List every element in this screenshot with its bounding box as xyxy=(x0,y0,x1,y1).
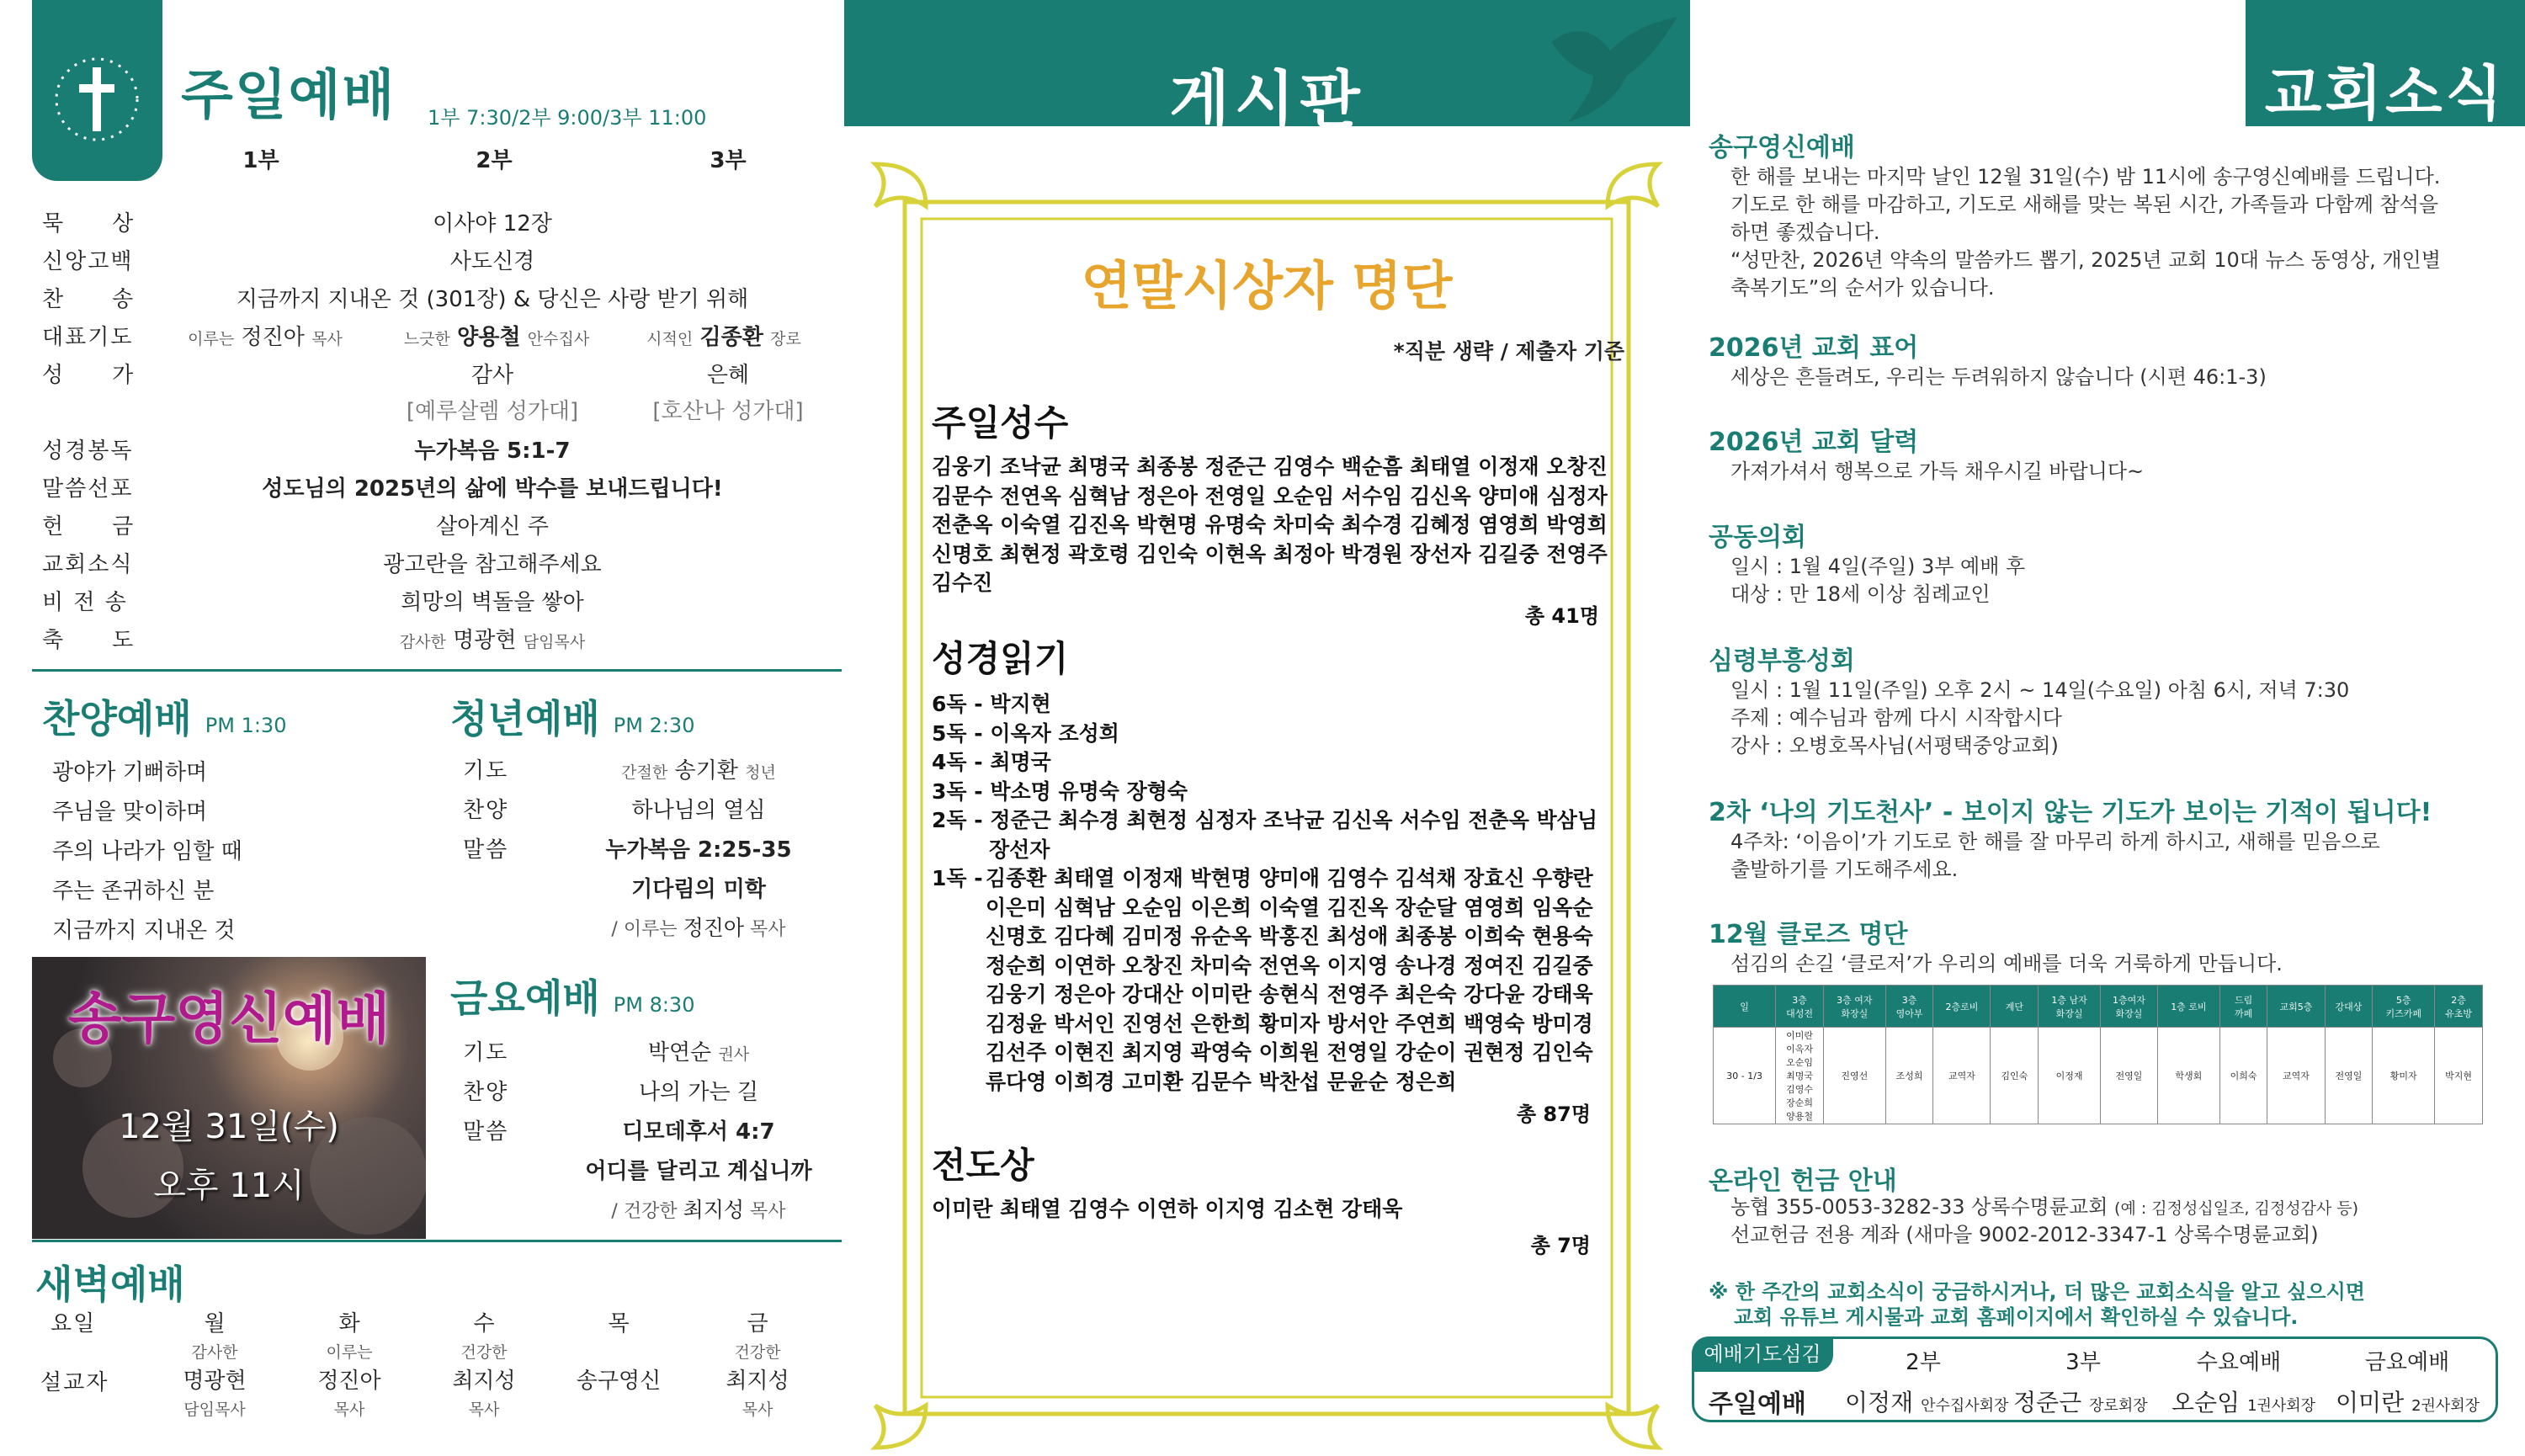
close-cell: 3층 대성전 xyxy=(1776,986,1824,1028)
friday-sermon: 어디를 달리고 계십니까 xyxy=(585,1159,812,1184)
order-value: 사도신경 xyxy=(449,249,535,274)
col-1: 1부 xyxy=(242,148,279,173)
song: 지금까지 지내온 것 xyxy=(52,918,236,943)
news-item xyxy=(1709,516,2025,608)
duty-row-label: 주일예배 xyxy=(1709,1390,1806,1419)
close-table-row xyxy=(1714,1028,2483,1124)
dawn-day: 월 xyxy=(204,1311,226,1336)
close-cell: 교역자 xyxy=(1933,1028,1991,1124)
close-cell: 1층 남자 화장실 xyxy=(2039,986,2101,1028)
dawn-preacher: 감사한 명광현 담임목사 xyxy=(183,1343,247,1419)
close-table xyxy=(1713,985,2483,1124)
praise-title: 찬양예배 PM 1:30 xyxy=(42,696,287,741)
notice: ※ 한 주간의 교회소식이 궁금하시거나, 더 많은 교회소식을 알고 싶으시면 교회 유튜브 게시물과 교회 홈페이지에서 확인하실 수 있습니다. xyxy=(1709,1280,2365,1329)
evan-list: 이미란 최태열 김영수 이연하 이지영 김소현 강태욱 xyxy=(932,1197,1403,1221)
read-heading: 성경읽기 xyxy=(932,638,1069,679)
duty-col: 3부 xyxy=(2065,1350,2101,1375)
duty-col: 금요예배 xyxy=(2364,1350,2450,1375)
dawn-preacher: 건강한 최지성 목사 xyxy=(452,1343,516,1419)
sunday-title: 주일예배 xyxy=(181,65,396,127)
news-item xyxy=(1709,421,2144,486)
sunday-times: 1부 7:30/2부 9:00/3부 11:00 xyxy=(428,106,707,130)
order-value: 지금까지 지내온 것 (301장) & 당신은 사랑 받기 위해 xyxy=(236,287,749,312)
close-table-head xyxy=(1714,986,2483,1028)
close-cell: 황미자 xyxy=(2373,1028,2435,1124)
news-item-body: 일시 : 1월 11일(주일) 오후 2시 ~ 14일(수요일) 아침 6시, 저녁 7:30 주제 : 예수님과 함께 다시 시작합시다 강사 : 오병호목사님(서평택중앙교회) xyxy=(1730,678,2350,757)
friday-preacher: / 건강한 최지성 목사 xyxy=(611,1198,786,1222)
news-item-title: 2026년 교회 달력 xyxy=(1709,428,1919,457)
prayer-3: 시적인 김종환 장로 xyxy=(646,325,801,350)
order-label: 찬 송 xyxy=(42,287,136,312)
news-item-title: 송구영신예배 xyxy=(1709,133,1855,162)
order-label: 축 도 xyxy=(42,628,136,653)
close-cell: 이미란 이옥자 오순임 최명국 김영수 장순희 양용철 xyxy=(1776,1028,1824,1124)
newyear-time: 오후 11시 xyxy=(153,1166,305,1205)
close-cell: 드림 까페 xyxy=(2219,986,2267,1028)
close-cell: 이희숙 xyxy=(2219,1028,2267,1124)
dawn-preacher: 송구영신 xyxy=(576,1368,662,1394)
award-note: *직분 생략 / 제출자 기준 xyxy=(1393,339,1624,364)
dawn-day: 금 xyxy=(747,1311,768,1336)
evan-heading: 전도상 xyxy=(932,1145,1034,1186)
youth-label: 기도 xyxy=(463,758,509,784)
newyear-title: 송구영신예배 xyxy=(67,986,391,1051)
col-3: 3부 xyxy=(710,148,747,173)
close-cell: 1층 로비 xyxy=(2158,986,2220,1028)
prayer-1: 이루는 정진아 목사 xyxy=(188,325,343,350)
friday-label: 찬양 xyxy=(463,1080,509,1105)
newyear-date: 12월 31일(수) xyxy=(119,1108,339,1146)
dawn-preacher: 건강한 최지성 목사 xyxy=(726,1343,789,1419)
news-item-body: 가져가셔서 행복으로 가득 채우시길 바랍니다~ xyxy=(1730,460,2145,483)
youth-value: 하나님의 열심 xyxy=(631,798,766,823)
dawn-day: 화 xyxy=(338,1311,360,1336)
news-item xyxy=(1709,791,2517,884)
read-total: 총 87명 xyxy=(1516,1103,1591,1126)
duty-person: 이정재 안수집사회장 xyxy=(1845,1389,2009,1416)
order-value: 광고란을 참고해주세요 xyxy=(383,552,602,577)
close-cell: 전영일 xyxy=(2100,1028,2157,1124)
order-label: 말씀선포 xyxy=(42,476,134,502)
news-item xyxy=(1709,327,2267,391)
order-label: 성 가 xyxy=(42,363,136,388)
friday-value: 나의 가는 길 xyxy=(638,1080,759,1105)
dawn-day: 수 xyxy=(473,1311,495,1336)
news-item xyxy=(1709,913,2283,978)
praise-songs xyxy=(52,753,242,951)
close-cell: 조성희 xyxy=(1885,1028,1933,1124)
order-label: 헌 금 xyxy=(42,514,136,539)
song: 광야가 기뻐하며 xyxy=(52,760,208,785)
close-cell: 3층 영아부 xyxy=(1885,986,1933,1028)
read-list: 6독 - 박지현 5독 - 이옥자 조성희 4독 - 최명국 3독 - 박소명 유명숙 장형숙 2독 - 정준근 최수경 최현정 심정자 조낙균 김신옥 서수임 전춘옥 박삼님 장선자 xyxy=(932,692,1598,862)
read-1-list: 김종환 최태열 이정재 박현명 양미애 김영수 김석채 장효신 우향란 이은미 심혁남 오순임 이은희 이숙열 김진옥 장순달 염영희 임옥순 신명호 김다혜 김미정 유순옥 박홍진 최성애 최종봉 이희숙 현용숙 정순희 이연하 오창진 차미숙 전연옥 이지영 송나경 정여진 김길중 김웅기 정은아 강대산 이미란 송현식 전영주 최은숙 강다윤 강태욱 김정윤 박서인 진영선 은한희 황미자 방서안 주연희 백영숙 방미경 김선주 이현진 최지영 곽영숙 이희원 전영일 강순이 권현정 김인숙 류다영 이희경 고미환 김문수 박찬섭 문윤순 정은희 xyxy=(986,866,1593,1094)
youth-label: 찬양 xyxy=(463,798,509,823)
close-cell: 30 - 1/3 xyxy=(1714,1028,1776,1124)
col-2: 2부 xyxy=(476,148,513,173)
read-1-label: 1독 - xyxy=(932,866,983,890)
youth-label: 말씀 xyxy=(463,837,509,863)
board-title: 게시판 xyxy=(1169,64,1365,136)
online-mission-account: 선교헌금 전용 계좌 (새마을 9002-2012-3347-1 상록수명륜교회) xyxy=(1730,1223,2319,1246)
youth-title: 청년예배 PM 2:30 xyxy=(450,696,695,741)
duty-person: 오순임 1권사회장 xyxy=(2172,1389,2316,1416)
choir-2-sub: [예루살렘 성가대] xyxy=(406,399,579,424)
online-account: 농협 355-0053-3282-33 상록수명륜교회 (예 : 김정성십일조, 김정성감사 등) xyxy=(1730,1195,2359,1219)
dawn-preacher: 이루는 정진아 목사 xyxy=(317,1343,381,1419)
close-cell: 박지현 xyxy=(2435,1028,2483,1124)
song: 주님을 맞이하며 xyxy=(52,800,208,825)
dawn-preacher-label: 설교자 xyxy=(40,1370,109,1395)
close-cell: 일 xyxy=(1714,986,1776,1028)
youth-value: 누가복음 2:25-35 xyxy=(605,837,792,863)
close-cell: 진영선 xyxy=(1823,1028,1885,1124)
youth-preacher: / 이루는 정진아 목사 xyxy=(611,916,786,940)
divider xyxy=(32,669,842,672)
order-value: 희망의 벽돌을 쌓아 xyxy=(401,590,584,615)
close-cell: 교역자 xyxy=(2267,1028,2325,1124)
order-label: 비 전 송 xyxy=(42,590,128,615)
divider xyxy=(32,1240,842,1242)
news-item-body: 섬김의 손길 ‘클로저’가 우리의 예배를 더욱 거룩하게 만듭니다. xyxy=(1730,952,2283,975)
evan-total: 총 7명 xyxy=(1530,1234,1591,1257)
dawn-day-label: 요일 xyxy=(50,1311,97,1336)
order-label: 대표기도 xyxy=(42,325,134,350)
news-item xyxy=(1709,126,2441,302)
order-value: 이사야 12장 xyxy=(433,211,552,236)
friday-label: 말씀 xyxy=(463,1119,509,1145)
song: 주의 나라가 임할 때 xyxy=(52,839,242,864)
order-label: 묵 상 xyxy=(42,211,136,236)
close-cell: 2층로비 xyxy=(1933,986,1991,1028)
benediction: 감사한 명광현 담임목사 xyxy=(399,628,586,653)
news-item xyxy=(1709,640,2349,760)
news-item-body: 4주차: ‘이음이’가 기도로 한 해를 잘 마무리 하게 하시고, 새해를 믿음으로 출발하기를 기도해주세요. xyxy=(1730,830,2380,881)
friday-title: 금요예배 PM 8:30 xyxy=(450,975,695,1021)
news-title: 교회소식 xyxy=(2264,59,2506,128)
news-item-title: 심령부흥성회 xyxy=(1709,646,1855,676)
duty-person: 이미란 2권사회장 xyxy=(2336,1389,2480,1416)
news-item-title: 12월 클로즈 명단 xyxy=(1709,920,1908,949)
dawn-day: 목 xyxy=(608,1311,630,1336)
close-cell: 2층 유초방 xyxy=(2435,986,2483,1028)
order-label: 성경봉독 xyxy=(42,438,134,464)
cross-emblem xyxy=(32,0,162,181)
order-label: 교회소식 xyxy=(42,552,134,577)
friday-prayer: 박연순 권사 xyxy=(647,1040,750,1065)
close-cell: 1층여자 화장실 xyxy=(2100,986,2157,1028)
news-item-body: 한 해를 보내는 마지막 날인 12월 31일(수) 밤 11시에 송구영신예배를 드립니다. 기도로 한 해를 마감하고, 기도로 새해를 맞는 복된 시간, 가족들과 다함께 참석을 하면 좋겠습니다. “성만찬, 2026년 약속의 말씀카드 뽑기, 2025년 교회 10대 뉴스 동영상, 개인별 축복기도”의 순서가 있습니다. xyxy=(1730,165,2441,300)
close-cell: 3층 여자 화장실 xyxy=(1823,986,1885,1028)
prayer-2: 느긋한 양용철 안수집사 xyxy=(403,325,590,350)
choir-2: 감사 xyxy=(470,363,514,388)
attend-total: 총 41명 xyxy=(1524,604,1599,628)
news-item-title: 공동의회 xyxy=(1709,523,1806,552)
news-item-body: 일시 : 1월 4일(주일) 3부 예배 후 대상 : 만 18세 이상 침례교인 xyxy=(1730,555,2026,606)
close-cell: 5층 키즈카페 xyxy=(2373,986,2435,1028)
order-value: 누가복음 5:1-7 xyxy=(414,438,571,464)
close-cell: 김인숙 xyxy=(1991,1028,2039,1124)
friday-value: 디모데후서 4:7 xyxy=(622,1119,775,1145)
order-value: 성도님의 2025년의 삶에 박수를 보내드립니다! xyxy=(262,476,723,502)
award-title: 연말시상자 명단 xyxy=(1081,255,1453,316)
youth-prayer: 간절한 송기환 청년 xyxy=(621,758,776,784)
close-cell: 강대상 xyxy=(2325,986,2373,1028)
news-item-title: 2차 ‘나의 기도천사’ - 보이지 않는 기도가 보이는 기적이 됩니다! xyxy=(1709,798,2432,827)
dawn-title: 새벽예배 xyxy=(35,1262,185,1307)
newyear-banner xyxy=(32,957,426,1239)
choir-3: 은혜 xyxy=(706,363,750,388)
choir-3-sub: [호산나 성가대] xyxy=(652,399,804,424)
song: 주는 존귀하신 분 xyxy=(52,879,215,904)
duty-col: 수요예배 xyxy=(2196,1350,2282,1375)
close-cell: 학생회 xyxy=(2158,1028,2220,1124)
close-cell: 계단 xyxy=(1991,986,2039,1028)
attend-heading: 주일성수 xyxy=(932,402,1069,444)
online-title: 온라인 헌금 안내 xyxy=(1709,1166,1897,1196)
news-item-body: 세상은 흔들려도, 우리는 두려워하지 않습니다 (시편 46:1-3) xyxy=(1730,365,2267,389)
youth-sermon: 기다림의 미학 xyxy=(631,877,766,902)
close-cell: 이정재 xyxy=(2039,1028,2101,1124)
duty-col: 2부 xyxy=(1906,1350,1941,1375)
order-label: 신앙고백 xyxy=(42,249,134,274)
close-cell: 전영일 xyxy=(2325,1028,2373,1124)
duty-person: 정준근 장로회장 xyxy=(2013,1389,2148,1416)
news-item-title: 2026년 교회 표어 xyxy=(1709,333,1919,363)
close-cell: 교회5층 xyxy=(2267,986,2325,1028)
friday-label: 기도 xyxy=(463,1040,509,1065)
prayer-duty-badge: 예배기도섬김 xyxy=(1692,1336,1833,1372)
order-value: 살아계신 주 xyxy=(436,514,549,539)
attend-list: 김웅기 조낙균 최명국 최종봉 정준근 김영수 백순흠 최태열 이정재 오창진 김문수 전연옥 심혁남 정은아 전영일 오순임 서수임 김신옥 양미애 심정자 전춘옥 이숙열 김진옥 박현명 유명숙 차미숙 최수경 김혜정 염영희 박영희 신명호 최현정 곽호령 김인숙 이현옥 최정아 박경원 장선자 김길중 전영주 김수진 xyxy=(932,454,1608,595)
